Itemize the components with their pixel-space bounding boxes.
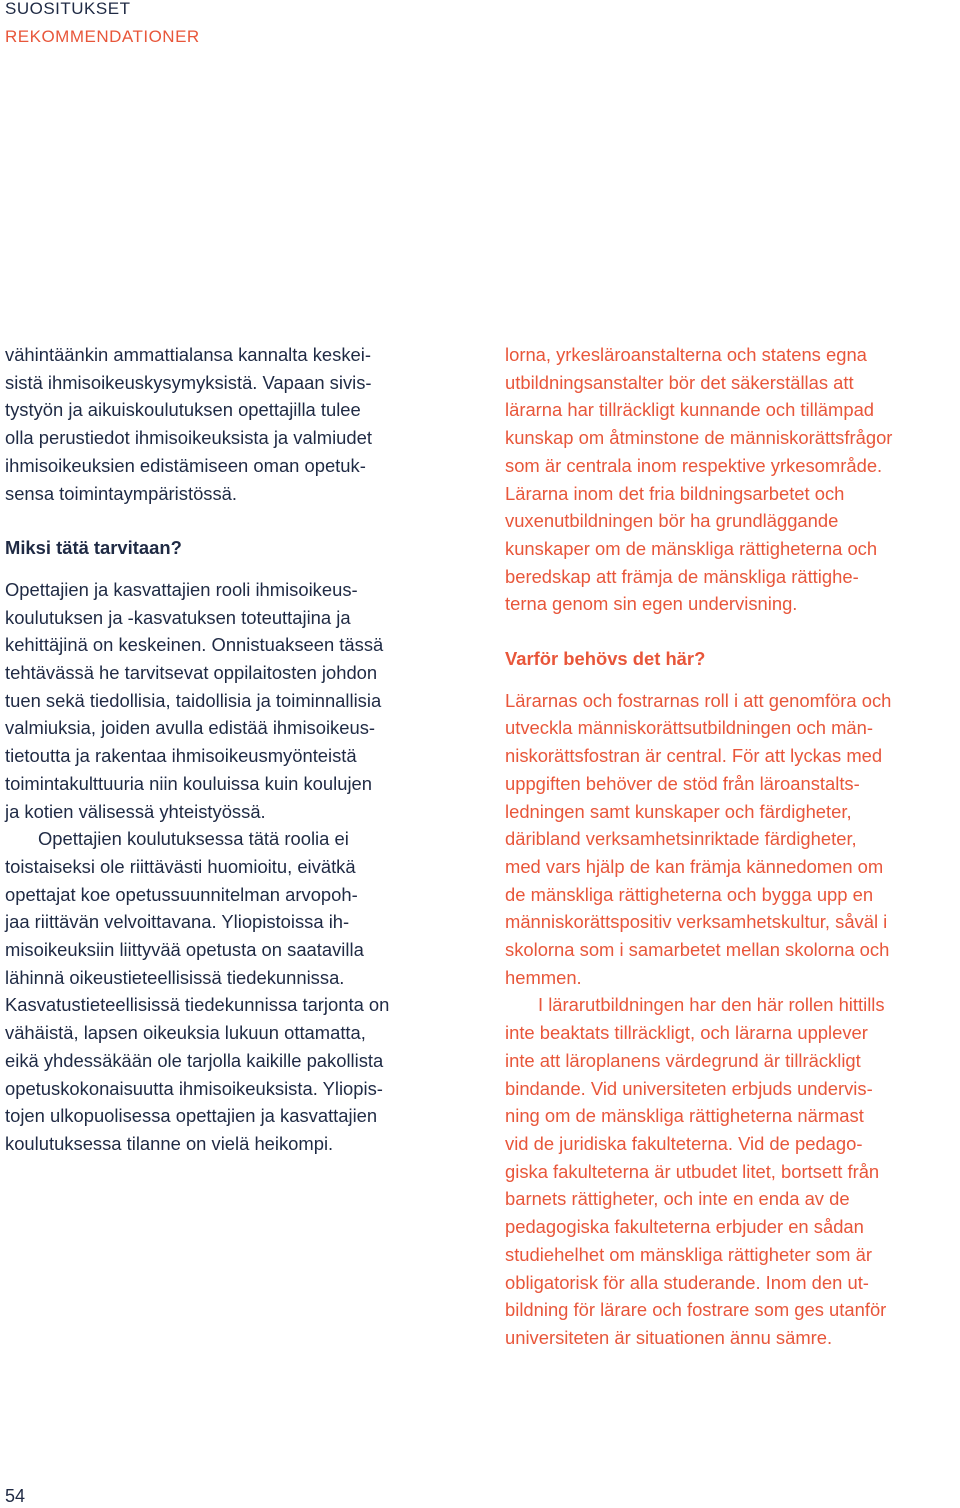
- text-line: jaa riittävän velvoittavana. Yliopistoissa ih-: [5, 911, 350, 933]
- text-line: bindande. Vid universiteten erbjuds undervis-: [505, 1077, 873, 1099]
- text-line: kunskaper om de mänskliga rättigheterna och: [505, 537, 878, 559]
- text-line: kehittäjinä on keskeinen. Onnistuakseen tässä: [5, 634, 384, 656]
- text-line: tojen ulkopuolisessa opettajien ja kasvattajien: [5, 1105, 378, 1127]
- text-line: Opettajien koulutuksessa tätä roolia ei: [38, 828, 349, 850]
- section-title-sv: REKOMMENDATIONER: [5, 27, 200, 46]
- text-line: tehtävässä he tarvitsevat oppilaitosten johdon: [5, 662, 378, 684]
- text-line: koulutuksen ja -kasvatuksen toteuttajina ja: [5, 606, 351, 628]
- section-title-fi: SUOSITUKSET: [5, 0, 131, 18]
- text-line: sistä ihmisoikeuskysymyksistä. Vapaan sivis-: [5, 371, 372, 393]
- text-line: opetuskokonaisuutta ihmisoikeuksista. Yliopis-: [5, 1077, 383, 1099]
- text-line: lähinnä oikeustieteellisissä tiedekunnissa.: [5, 966, 345, 988]
- text-line: inte att läroplanens värdegrund är tillräckligt: [505, 1049, 861, 1071]
- fi-intro-paragraph: [5, 341, 460, 507]
- text-line: tystyön ja aikuiskoulutuksen opettajilla tulee: [5, 399, 361, 421]
- swedish-column: [505, 341, 960, 1352]
- text-line: I lärarutbildningen har den här rollen hittills: [538, 994, 885, 1016]
- text-line: niskorättsfostran är central. För att lyckas med: [505, 745, 883, 767]
- fi-section-heading: Miksi tätä tarvitaan?: [5, 537, 182, 559]
- text-line: Opettajien ja kasvattajien rooli ihmisoikeus-: [5, 578, 358, 600]
- text-line: giska fakulteterna är utbudet litet, bortsett från: [505, 1160, 880, 1182]
- text-line: inte beaktats tillräckligt, och lärarna upplever: [505, 1022, 868, 1044]
- text-line: hemmen.: [505, 966, 582, 988]
- sv-body-paragraph: [505, 687, 960, 992]
- text-line: utveckla människorättsutbildningen och män-: [505, 717, 874, 739]
- text-line: ihmisoikeuksien edistämiseen oman opetuk-: [5, 454, 366, 476]
- sv-intro-paragraph: [505, 341, 960, 618]
- fi-body-paragraph-2: [5, 825, 460, 1157]
- text-line: de mänskliga rättigheterna och bygga upp en: [505, 883, 874, 905]
- text-line: tuen sekä tiedollisia, taidollisia ja toiminnallisia: [5, 689, 382, 711]
- text-line: valmiuksia, joiden avulla edistää ihmisoikeus-: [5, 717, 376, 739]
- text-line: universiteten är situationen ännu sämre.: [505, 1326, 833, 1348]
- text-line: opettajat koe opetussuunnitelman arvopoh-: [5, 883, 358, 905]
- text-line: studiehelhet om mänskliga rättigheter som är: [505, 1243, 872, 1265]
- text-line: ledningen samt kunskaper och färdigheter,: [505, 800, 852, 822]
- text-line: tietoutta ja rakentaa ihmisoikeusmyönteistä: [5, 745, 357, 767]
- text-line: utbildningsanstalter bör det säkerställas att: [505, 371, 854, 393]
- text-line: uppgiften behöver de stöd från läroanstalts-: [505, 772, 860, 794]
- text-line: vid de juridiska fakulteterna. Vid de pedago-: [505, 1132, 863, 1154]
- text-line: toistaiseksi ole riittävästi huomioitu, eivätkä: [5, 855, 356, 877]
- text-line: misoikeuksiin liittyvää opetusta on saatavilla: [5, 939, 364, 961]
- text-line: vuxenutbildningen bör ha grundläggande: [505, 510, 839, 532]
- text-line: obligatorisk för alla studerande. Inom den ut-: [505, 1271, 869, 1293]
- finnish-column: [5, 341, 460, 1158]
- sv-body-paragraph-2: [505, 991, 960, 1351]
- text-line: däribland verksamhetsinriktade färdigheter,: [505, 828, 857, 850]
- page-number: 54: [5, 1486, 26, 1506]
- text-line: barnets rättigheter, och inte en enda av de: [505, 1188, 850, 1210]
- text-line: ning om de mänskliga rättigheterna närmast: [505, 1105, 864, 1127]
- text-line: Lärarnas och fostrarnas roll i att genomföra och: [505, 689, 892, 711]
- text-line: skolorna som i samarbetet mellan skolorna och: [505, 939, 890, 961]
- fi-body-paragraph: [5, 576, 460, 825]
- sv-section-heading: Varför behövs det här?: [505, 648, 706, 670]
- text-line: olla perustiedot ihmisoikeuksista ja valmiudet: [5, 427, 372, 449]
- text-line: beredskap att främja de mänskliga rättighe-: [505, 565, 859, 587]
- text-line: med vars hjälp de kan främja kännedomen om: [505, 855, 884, 877]
- text-line: som är centrala inom respektive yrkesområde.: [505, 454, 883, 476]
- text-line: koulutuksessa tilanne on vielä heikompi.: [5, 1132, 334, 1154]
- text-line: vähäistä, lapsen oikeuksia lukuun ottamatta,: [5, 1022, 366, 1044]
- text-line: lärarna har tillräckligt kunnande och tillämpad: [505, 399, 875, 421]
- text-line: sensa toimintaympäristössä.: [5, 482, 238, 504]
- text-line: pedagogiska fakulteterna erbjuder en sådan: [505, 1216, 864, 1238]
- text-line: vähintäänkin ammattialansa kannalta keskei-: [5, 344, 371, 365]
- text-line: eikä yhdessäkään ole tarjolla kaikille pakollista: [5, 1049, 384, 1071]
- text-line: kunskap om åtminstone de människorättsfrågor: [505, 427, 893, 449]
- text-line: människorättspositiv verksamhetskultur, såväl i: [505, 911, 888, 933]
- text-line: Kasvatustieteellisissä tiedekunnissa tarjonta on: [5, 994, 390, 1016]
- text-line: Lärarna inom det fria bildningsarbetet och: [505, 482, 845, 504]
- text-line: ja kotien välisessä yhteistyössä.: [5, 800, 266, 822]
- text-line: terna genom sin egen undervisning.: [505, 593, 798, 615]
- text-line: lorna, yrkesläroanstalterna och statens egna: [505, 344, 867, 365]
- text-line: toimintakulttuuria niin kouluissa kuin koulujen: [5, 772, 372, 794]
- text-line: bildning för lärare och fostrare som ges utanför: [505, 1299, 887, 1321]
- page-header: [5, 0, 200, 48]
